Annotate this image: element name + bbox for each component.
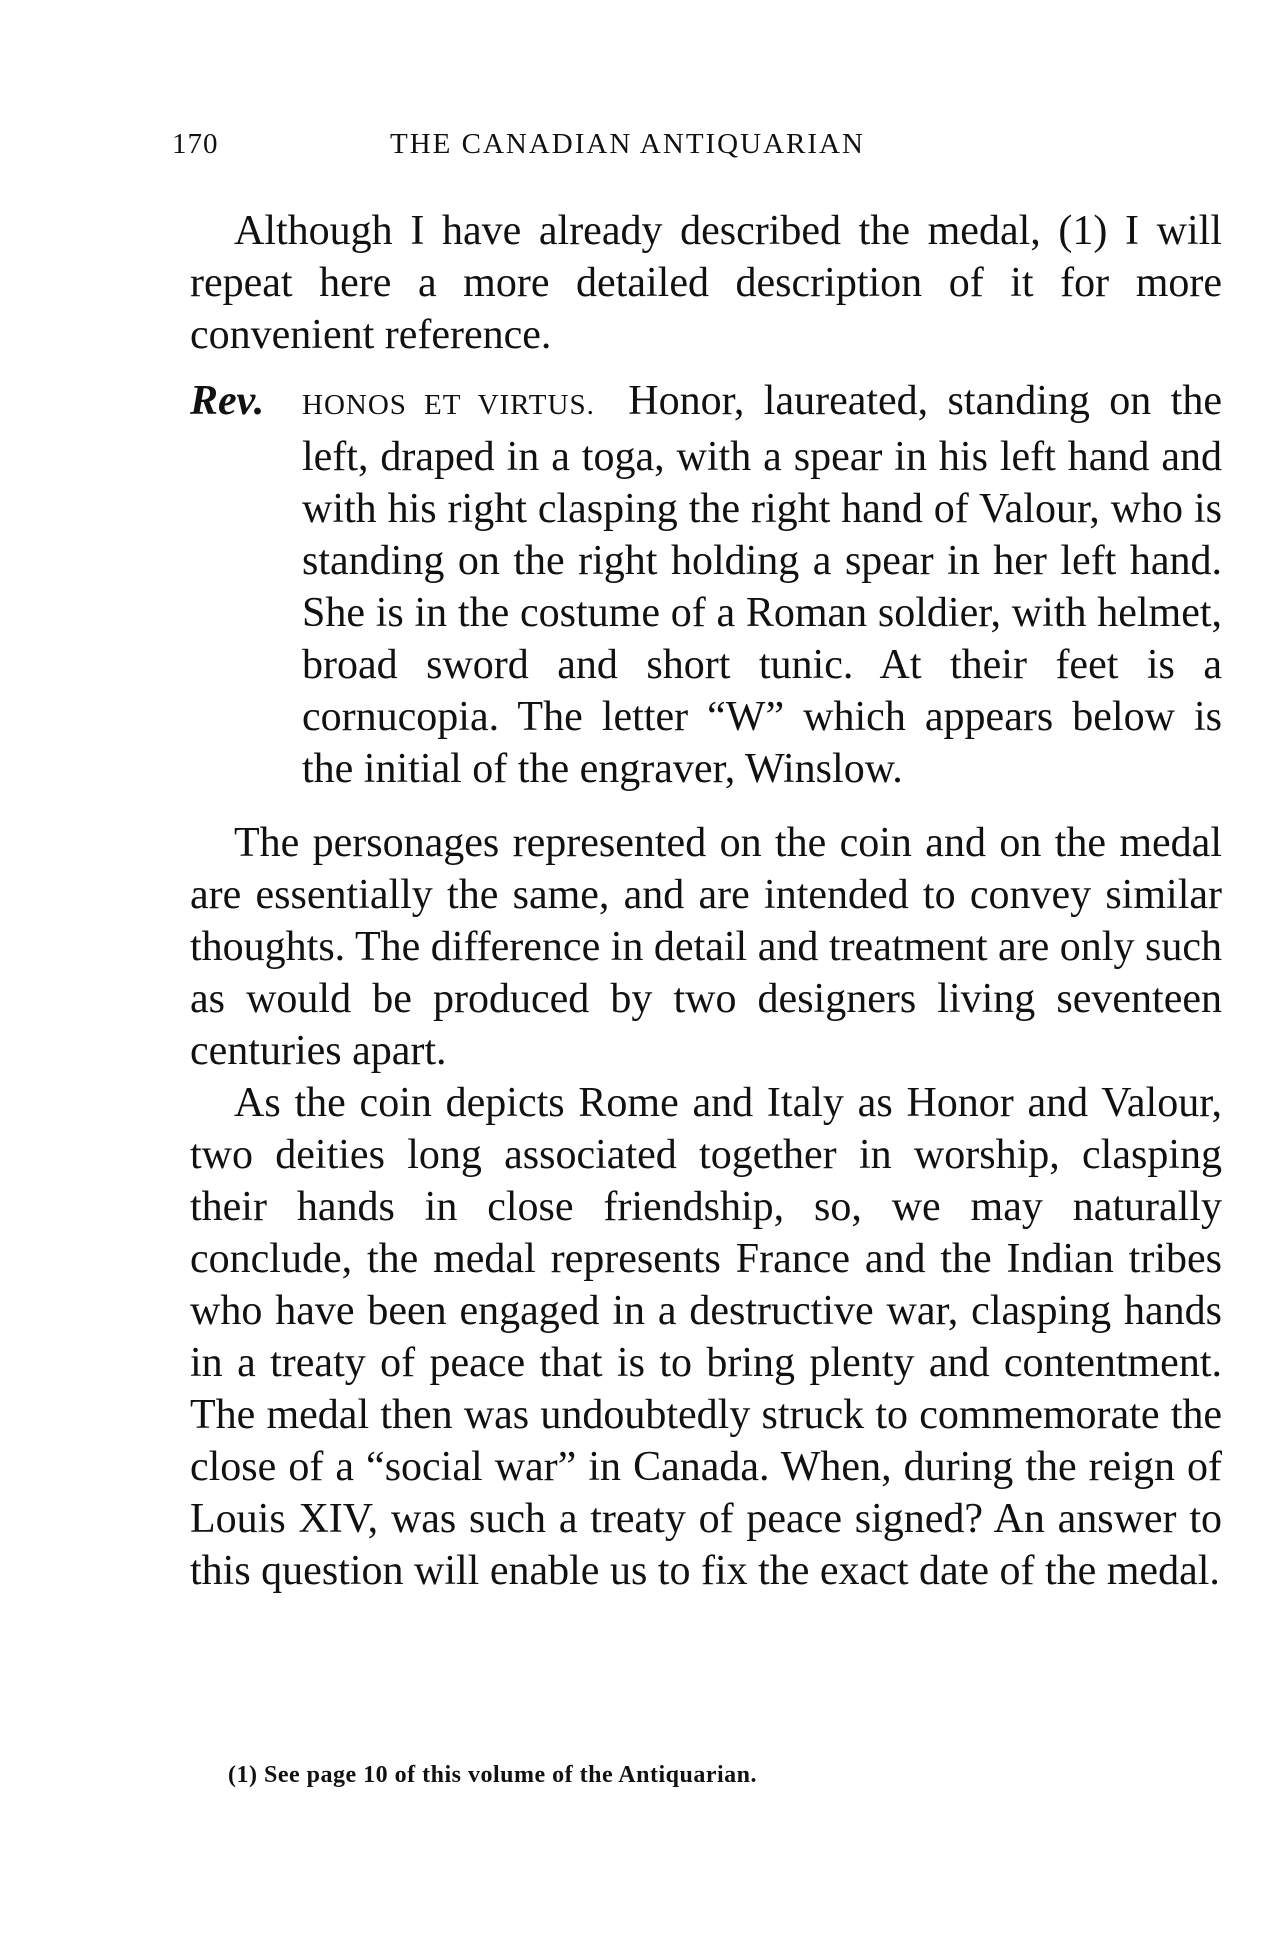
personages-paragraph: The personages represented on the coin and on the medal are essentially the same, and are intended to convey similar thoughts. The difference in detail and treatment are only such as would be produced by two designers living seventeen centuries apart. [190,820,1222,1074]
coin-paragraph: As the coin depicts Rome and Italy as Honor and Valour, two deities long associated together in worship, clasping their hands in close friendship, so, we may naturally conclude, the medal represents France and the Indian tribes who have been engaged in a destructive war, clasping hands in a treaty of peace that is to bring plenty and contentment. The medal then was undoubtedly struck to commemorate the close of a “social war” in Canada. When, during the reign of Louis XIV, was such a treaty of peace signed? An answer to this question will enable us to fix the exact date of the medal. [190,1080,1222,1594]
reverse-label: Rev. [190,378,265,424]
reverse-inscription: HONOS ET VIRTUS. [302,389,595,421]
running-title: THE CANADIAN ANTIQUARIAN [390,128,865,160]
footnote: (1) See page 10 of this volume of the Antiquarian. [228,1762,757,1788]
body-text [190,205,1222,1597]
running-head [172,128,1102,168]
paragraph-gap [190,795,1222,817]
page-number: 170 [172,128,219,160]
intro-paragraph: Although I have already described the medal, (1) I will repeat here a more detailed description of it for more convenient reference. [190,208,1222,358]
reverse-text: Honor, laureated, standing on the left, draped in a toga, with a spear in his left hand and with his right clasping the right hand of Valour, who is standing on the right holding a spear in her left hand. She is in the costume of a Roman soldier, with helmet, broad sword and short tunic. At their feet is a cornucopia. The letter “W” which appears below is the initial of the engraver, Winslow. [302,378,1222,792]
reverse-description [190,375,1222,795]
